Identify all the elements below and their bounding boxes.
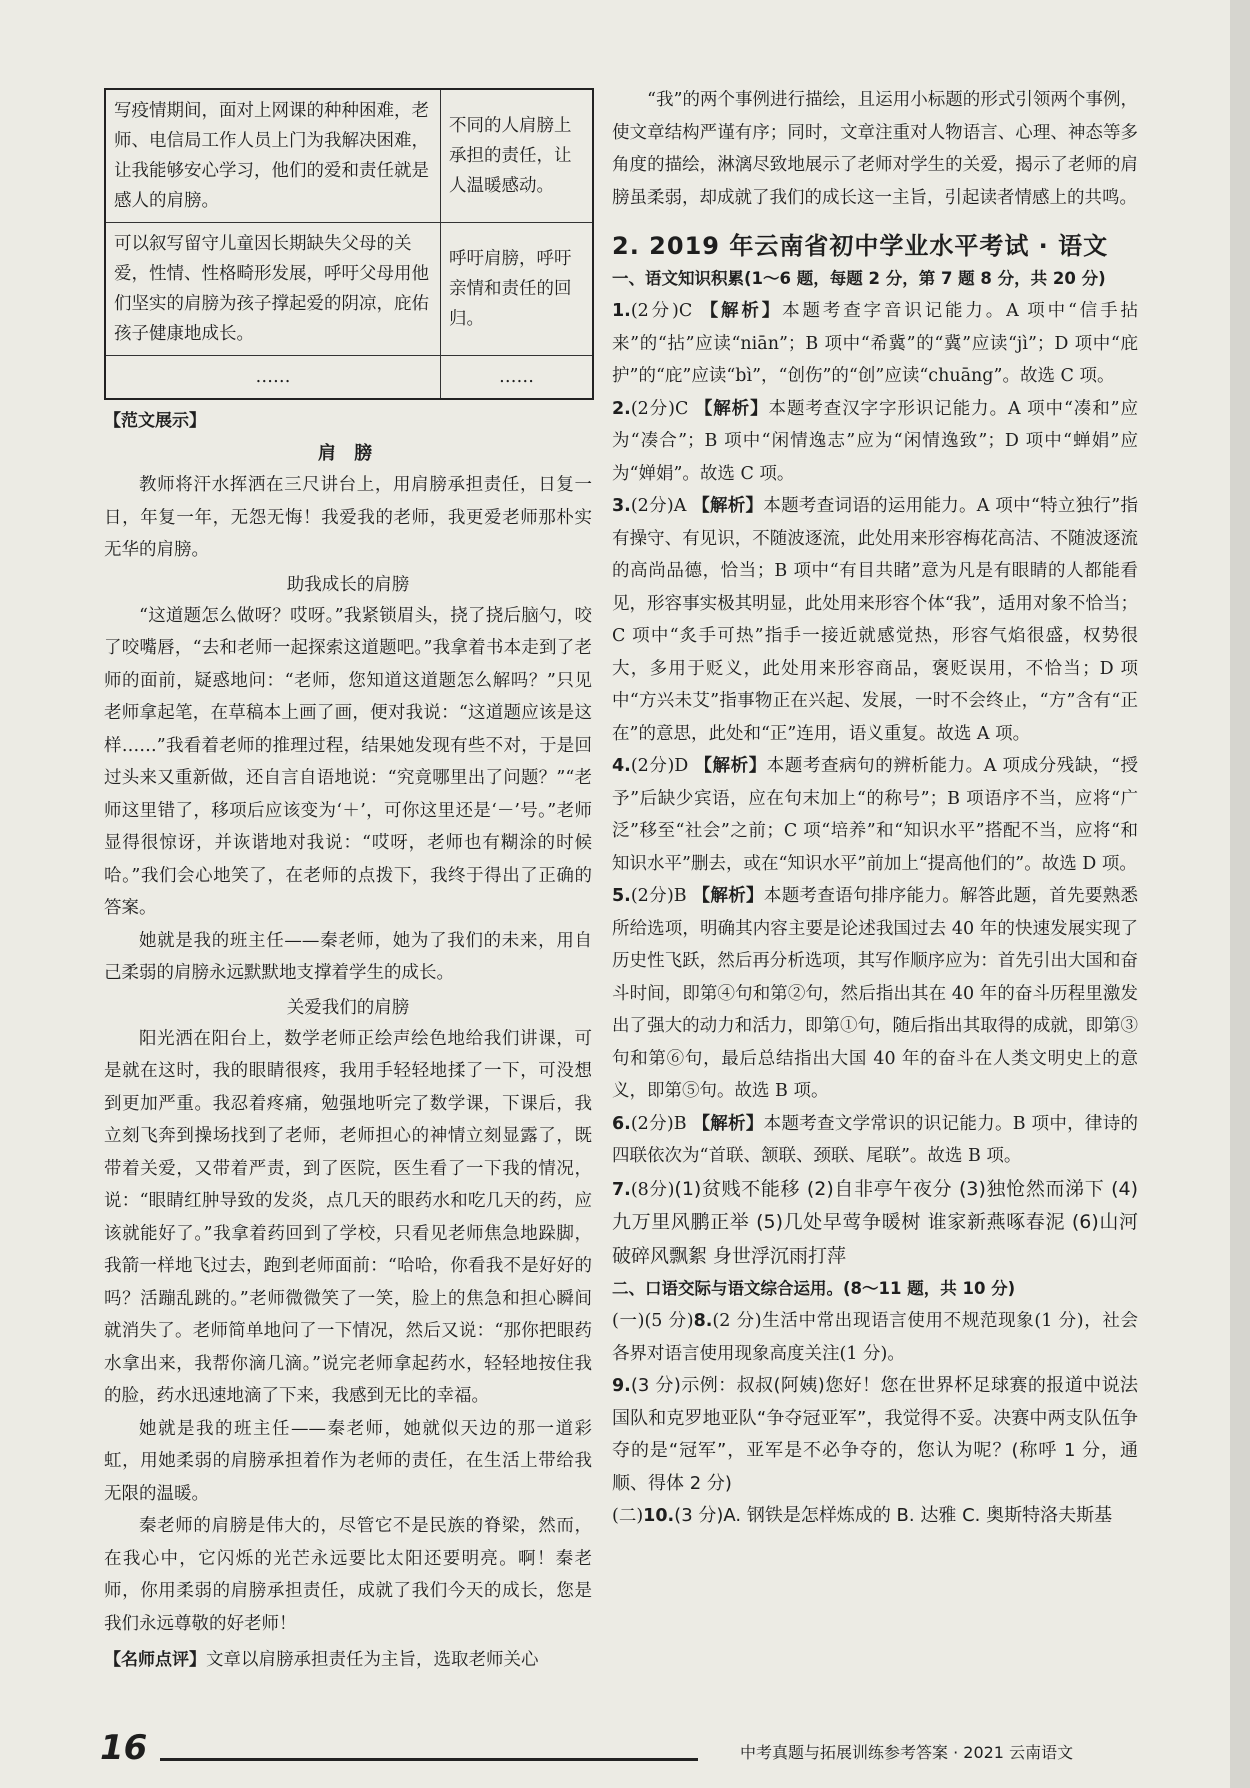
essay-paragraph: 她就是我的班主任——秦老师，她就似天边的那一道彩虹，用她柔弱的肩膀承担着作为老师的责任，在生活上带给我无限的温暖。 — [104, 1418, 592, 1504]
page-number: 16 — [100, 1728, 148, 1768]
answer-head: (2分)C — [630, 398, 695, 419]
answer-body: 本题考查词语的运用能力。A 项中“特立独行”指有操守、有见识，不随波逐流，此处用来形容梅花高洁、不随波逐流的高尚品德，恰当；B 项中“有目共睹”意为凡是有眼睛的人都能看见，形容事实极其明显，此处用来形容个体“我”，适用对象不恰当；C 项中“炙手可热”指手一接近就感觉热，形容气焰很盛，权势很大，多用于贬义，此处用来形容商品，褒贬误用，不恰当；D 项中“方兴未艾”指事物正在兴起、发展，一时不会终止，“方”含有“正在”的意思，此处和“正”连用，语义重复。故选 A 项。 — [612, 496, 1138, 744]
answer-number: 5. — [612, 886, 631, 906]
topic-table — [104, 88, 594, 400]
answer-head: (2分)D — [630, 756, 695, 776]
answer-item — [612, 1305, 1138, 1370]
answer-item — [612, 1173, 1138, 1274]
answer-item — [612, 295, 1138, 393]
analysis-tag: 【解析】 — [694, 398, 769, 419]
answer-head: (2分)B — [630, 1113, 693, 1134]
answer-prefix: (二) — [612, 1506, 644, 1526]
section-title: 2. 2019 年云南省初中学业水平考试 · 语文 — [612, 232, 1109, 260]
table-cell: 可以叙写留守儿童因长期缺失父母的关爱，性情、性格畸形发展，呼吁父母用他们坚实的肩膀为孩子撑起爱的阴凉，庇佑孩子健康地成长。 — [106, 223, 441, 355]
answer-item — [612, 1370, 1138, 1500]
answer-body: (3 分)A. 钢铁是怎样炼成的 B. 达雅 C. 奥斯特洛夫斯基 — [674, 1505, 1113, 1526]
table-row — [106, 90, 592, 223]
analysis-tag: 【解析】 — [700, 301, 783, 321]
review-text: 文章以肩膀承担责任为主旨，选取老师关心 — [206, 1650, 539, 1670]
answer-number: 9. — [612, 1376, 631, 1396]
answer-head: (8分) — [630, 1179, 675, 1200]
essay-paragraph: 她就是我的班主任——秦老师，她为了我们的未来，用自己柔弱的肩膀永远默默地支撑着学生的成长。 — [104, 930, 592, 983]
answer-body: (1)贫贱不能移 (2)自非亭午夜分 (3)独怆然而涕下 (4)九万里风鹏正举 (5)几处早莺争暖树 谁家新燕啄春泥 (6)山河破碎风飘絮 身世浮沉雨打萍 — [612, 1177, 1138, 1267]
page-edge — [1230, 0, 1250, 1788]
essay-paragraph: “这道题怎么做呀？哎呀。”我紧锁眉头，挠了挠后脑勺，咬了咬嘴唇，“去和老师一起探索这道题吧。”我拿着书本走到了老师的面前，疑惑地问：“老师，您知道这道题怎么解吗？”只见老师拿起笔，在草稿本上画了画，便对我说：“这道题应该是这样……”我看着老师的推理过程，结果她发现有些不对，于是回过头来又重新做，还自言自语地说：“究竟哪里出了问题？”“老师这里错了，移项后应该变为‘＋’，可你这里还是‘－’号。”老师显得很惊讶，并诙谐地对我说：“哎呀，老师也有糊涂的时候哈。”我们会心地笑了，在老师的点拨下，我终于得出了正确的答案。 — [104, 605, 592, 918]
answer-number: 3. — [612, 496, 631, 516]
answer-body: 本题考查字音识记能力。A 项中“信手拈来”的“拈”应读“niān”；B 项中“希冀”的“冀”应读“jì”；D 项中“庇护”的“庇”应读“bì”，“创伤”的“创”应读“chuāng”。故选 C 项。 — [612, 301, 1138, 386]
teacher-review — [104, 1644, 592, 1677]
analysis-tag: 【解析】 — [692, 886, 764, 906]
answer-item — [612, 1500, 1138, 1533]
footer-title: 中考真题与拓展训练参考答案 · 2021 云南语文 — [740, 1743, 1074, 1762]
review-continued: “我”的两个事例进行描绘，且运用小标题的形式引领两个事例，使文章结构严谨有序；同时，文章注重对人物语言、心理、神态等多角度的描绘，淋漓尽致地展示了老师对学生的关爱，揭示了老师的肩膀虽柔弱，却成就了我们的成长这一主旨，引起读者情感上的共鸣。 — [612, 90, 1138, 208]
part-heading: 一、语文知识积累(1～6 题，每题 2 分，第 7 题 8 分，共 20 分) — [612, 269, 1106, 288]
essay-conclusion: 秦老师的肩膀是伟大的，尽管它不是民族的脊梁，然而，在我心中，它闪烁的光芒永远要比太阳还要明亮。啊！秦老师，你用柔弱的肩膀承担责任，成就了我们今天的成长，您是我们永远尊敬的好老师！ — [104, 1516, 592, 1634]
answer-number: 10. — [643, 1506, 675, 1526]
answer-number: 2. — [612, 398, 631, 419]
answer-number: 6. — [612, 1113, 631, 1134]
answer-head: (2分)B — [630, 886, 693, 906]
answer-body: 本题考查语句排序能力。解答此题，首先要熟悉所给选项，明确其内容主要是论述我国过去 40 年的快速发展实现了历史性飞跃，然后再分析选项，其写作顺序应为：首先引出大国和奋斗时间，即第④句和第②句，然后指出其在 40 年的奋斗历程里激发出了强大的动力和活力，即第①句，随后指出其取得的成就，即第③句和第⑥句，最后总结指出大国 40 年的奋斗在人类文明史上的意义，即第⑤句。故选 B 项。 — [612, 886, 1139, 1101]
right-column — [612, 84, 1138, 1533]
footer-rule — [160, 1758, 698, 1761]
answer-item — [612, 1108, 1138, 1173]
answer-prefix: (一)(5 分) — [612, 1311, 694, 1331]
answer-item — [612, 490, 1138, 750]
essay-subheading: 关爱我们的肩膀 — [286, 997, 410, 1018]
answer-head: (2分)C — [630, 301, 701, 321]
answer-head: (2分)A — [630, 496, 693, 516]
part-heading: 二、口语交际与语文综合运用。(8～11 题，共 10 分) — [612, 1279, 1016, 1298]
answer-number: 7. — [612, 1179, 631, 1200]
essay-tag: 【范文展示】 — [104, 411, 206, 431]
answer-item — [612, 750, 1138, 880]
table-cell: …… — [499, 367, 534, 387]
answer-number: 4. — [612, 756, 631, 776]
essay-title: 肩 膀 — [317, 443, 379, 464]
answer-number: 8. — [693, 1311, 713, 1331]
analysis-tag: 【解析】 — [692, 1113, 764, 1134]
answer-item — [612, 880, 1138, 1108]
answer-body: (2 分)生活中常出现语言使用不规范现象(1 分)，社会各界对语言使用现象高度关注(1 分)。 — [612, 1311, 1138, 1364]
answer-body: 本题考查病句的辨析能力。A 项成分残缺，“授予”后缺少宾语，应在句末加上“的称号”；B 项语序不当，应将“广泛”移至“社会”之前；C 项“培养”和“知识水平”搭配不当，应将“和知识水平”删去，或在“知识水平”前加上“提高他们的”。故选 D 项。 — [612, 756, 1139, 874]
table-cell: …… — [106, 356, 441, 398]
essay-subheading: 助我成长的肩膀 — [286, 574, 410, 595]
review-tag: 【名师点评】 — [104, 1650, 206, 1670]
table-cell: 写疫情期间，面对上网课的种种困难，老师、电信局工作人员上门为我解决困难，让我能够安心学习，他们的爱和责任就是感人的肩膀。 — [106, 90, 441, 222]
essay-intro: 教师将汗水挥洒在三尺讲台上，用肩膀承担责任，日复一日，年复一年，无怨无悔！我爱我的老师，我更爱老师那朴实无华的肩膀。 — [104, 475, 592, 560]
answer-body: (3 分)示例：叔叔(阿姨)您好！您在世界杯足球赛的报道中说法国队和克罗地亚队“争夺冠亚军”，我觉得不妥。决赛中两支队伍争夺的是“冠军”，亚军是不必争夺的，您认为呢？(称呼 1 分，通顺、得体 2 分) — [612, 1375, 1138, 1494]
essay-paragraph: 阳光洒在阳台上，数学老师正绘声绘色地给我们讲课，可是就在这时，我的眼睛很疼，我用手轻轻地揉了一下，可没想到更加严重。我忍着疼痛，勉强地听完了数学课，下课后，我立刻飞奔到操场找到了老师，老师担心的神情立刻显露了，既带着关爱，又带着严责，到了医院，医生看了一下我的情况，说：“眼睛红肿导致的发炎，点几天的眼药水和吃几天的药，应该就能好了。”我拿着药回到了学校，只看见老师焦急地跺脚，我箭一样地飞过去，跑到老师面前：“哈哈，你看我不是好好的吗？活蹦乱跳的。”老师微微笑了一笑，脸上的焦急和担心瞬间就消失了。老师简单地问了一下情况，然后又说：“那你把眼药水拿出来，我帮你滴几滴。”说完老师拿起药水，轻轻地按住我的脸，药水迅速地滴了下来，我感到无比的幸福。 — [104, 1028, 592, 1406]
analysis-tag: 【解析】 — [694, 756, 767, 776]
page-footer — [100, 1728, 1140, 1768]
analysis-tag: 【解析】 — [692, 496, 764, 516]
left-column — [104, 88, 592, 1677]
table-row — [106, 223, 592, 356]
answer-body: 本题考查文学常识的识记能力。B 项中，律诗的四联依次为“首联、颔联、颈联、尾联”。故选 B 项。 — [612, 1113, 1139, 1166]
table-cell: 呼吁肩膀，呼吁亲情和责任的回归。 — [449, 249, 572, 329]
table-row — [106, 356, 592, 398]
answer-number: 1. — [612, 301, 631, 321]
answer-item — [612, 393, 1138, 491]
table-cell: 不同的人肩膀上承担的责任，让人温暖感动。 — [449, 116, 572, 196]
answer-body: 本题考查汉字字形识记能力。A 项中“凑和”应为“凑合”；B 项中“闲情逸志”应为“闲情逸致”；D 项中“蝉娟”应为“婵娟”。故选 C 项。 — [612, 398, 1139, 484]
essay-block — [104, 406, 592, 1677]
